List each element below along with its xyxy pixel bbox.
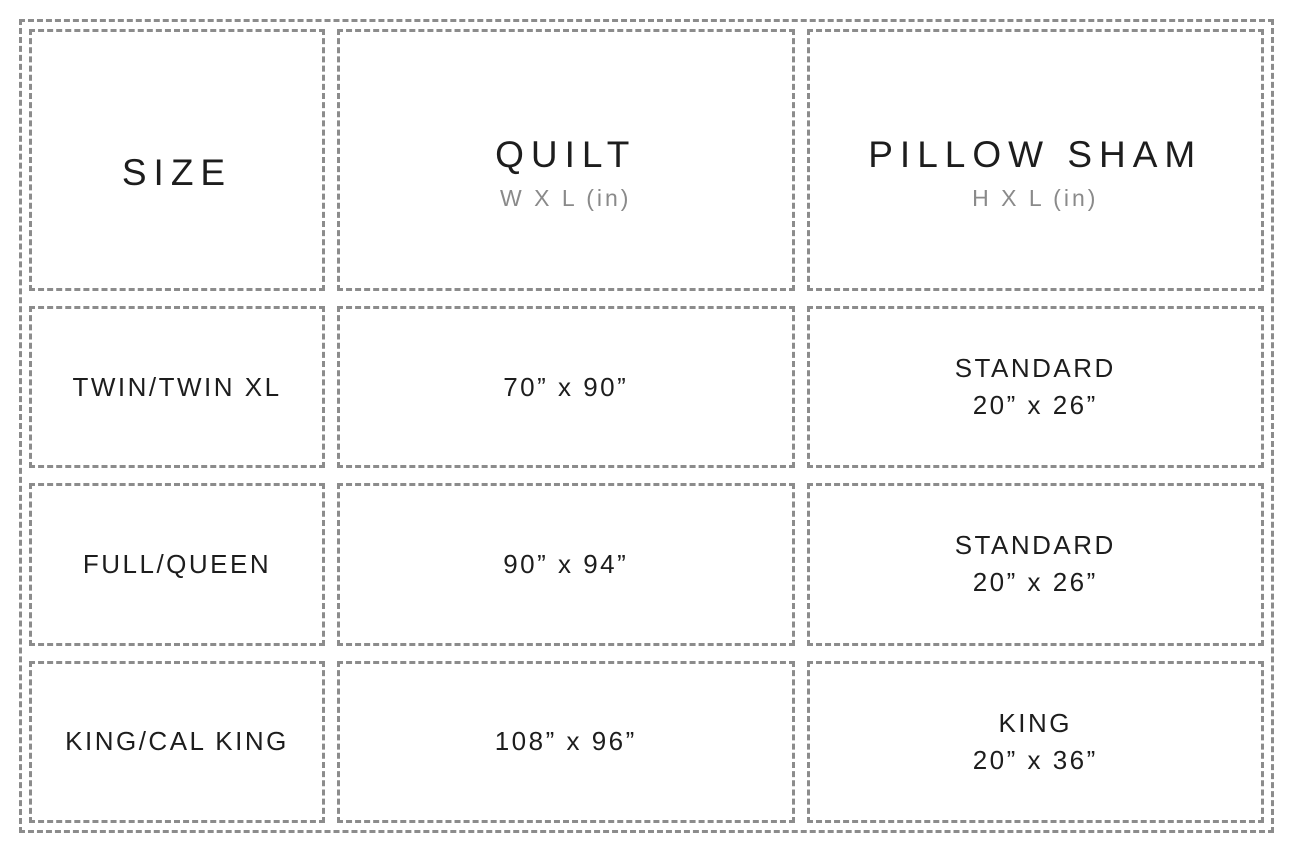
column-title-quilt: QUILT [495,134,637,175]
column-title-size: SIZE [121,152,233,193]
cell-row1-size [29,306,325,468]
sham-dimensions: 20” x 26” [972,390,1098,421]
cell-row1-quilt-dimensions [337,306,795,468]
column-title-pillow-sham: PILLOW SHAM [868,134,1203,175]
sham-dimensions: 20” x 26” [972,567,1098,598]
sham-name: KING [998,707,1073,738]
cell-row3-quilt-dimensions [337,661,795,823]
header-cell-size [29,29,325,291]
column-subtitle-quilt: W X L (in) [500,185,632,211]
size-label: FULL/QUEEN [82,548,272,579]
cell-row2-quilt-dimensions [337,483,795,645]
column-subtitle-pillow-sham: H X L (in) [972,185,1099,211]
size-chart-outer-frame [19,19,1274,833]
quilt-dimensions: 90” x 94” [503,548,629,579]
size-label: KING/CAL KING [65,726,289,757]
cell-row3-pillow-sham [807,661,1265,823]
quilt-dimensions: 108” x 96” [494,726,637,757]
sham-name: STANDARD [954,530,1116,561]
sham-name: STANDARD [954,353,1116,384]
sham-dimensions: 20” x 36” [972,744,1098,775]
cell-row2-size [29,483,325,645]
cell-row3-size [29,661,325,823]
cell-row2-pillow-sham [807,483,1265,645]
size-label: TWIN/TWIN XL [72,371,282,402]
quilt-dimensions: 70” x 90” [503,371,629,402]
cell-row1-pillow-sham [807,306,1265,468]
size-chart-table [29,29,1264,823]
header-cell-quilt [337,29,795,291]
header-cell-pillow-sham [807,29,1265,291]
